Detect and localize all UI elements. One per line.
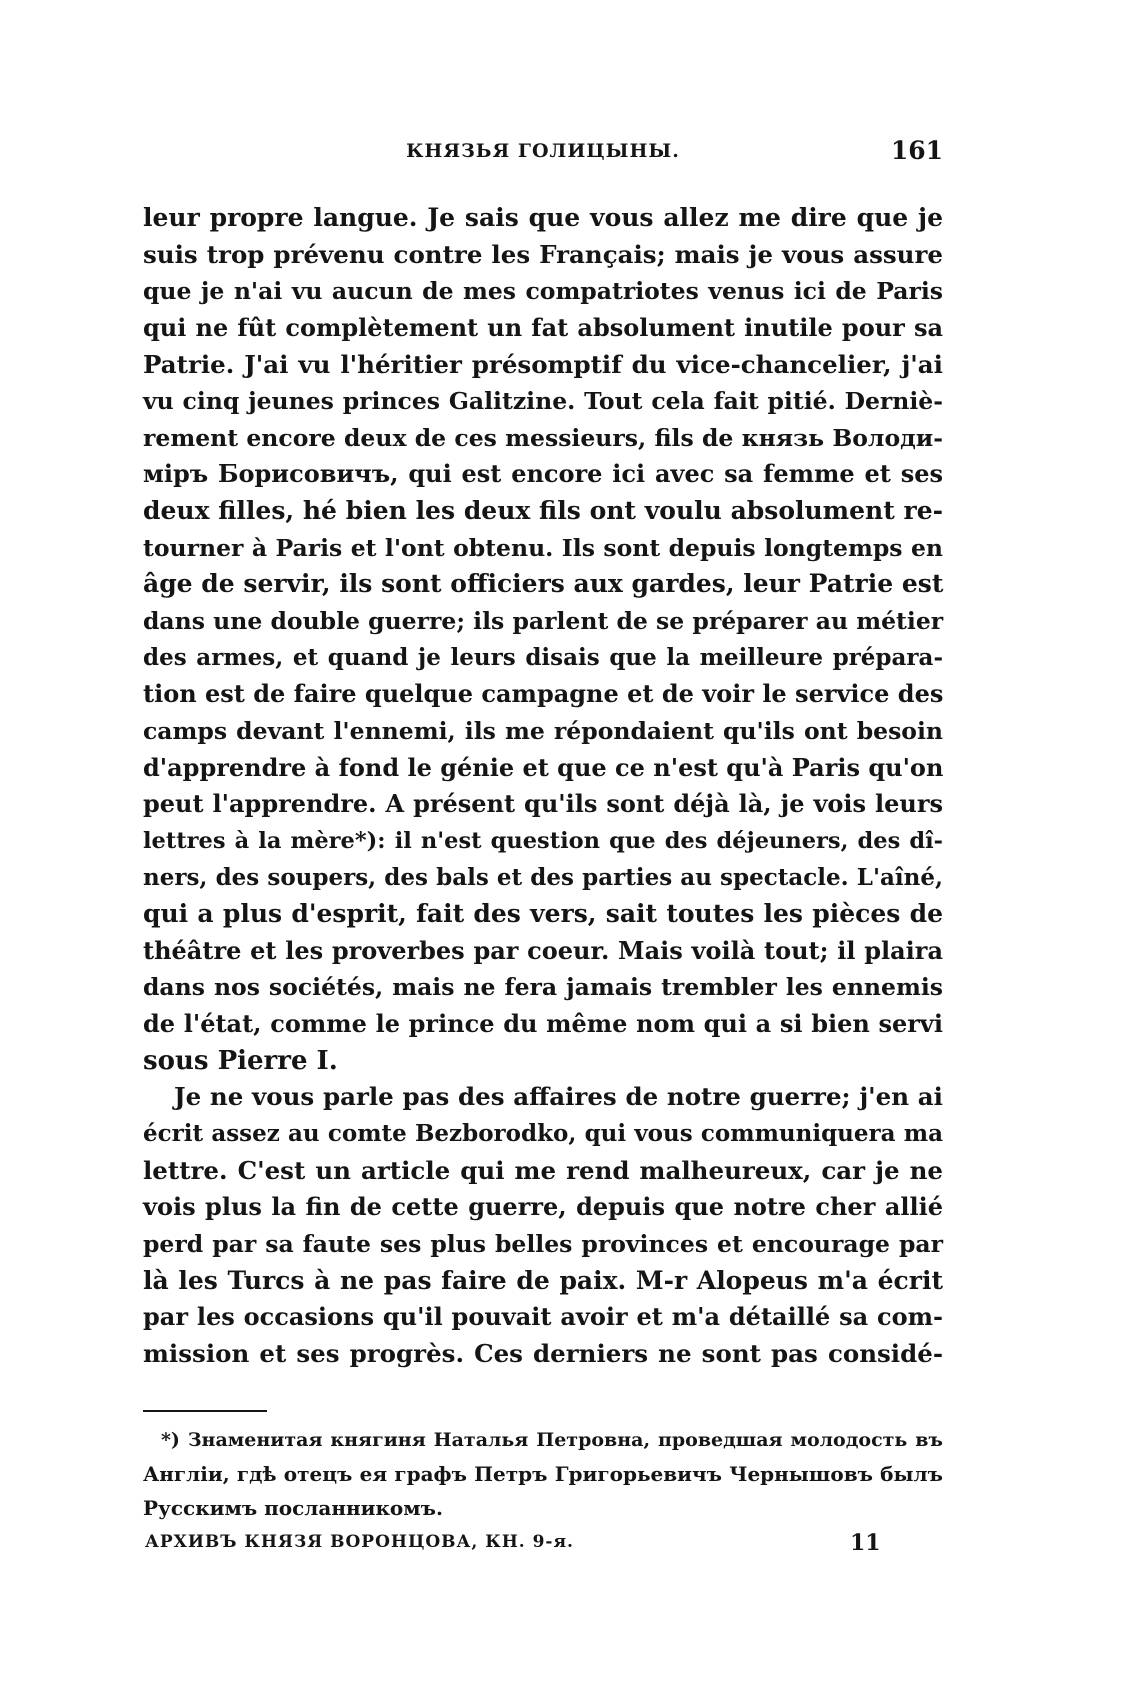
paragraph-last-line: sous Pierre I. — [143, 1045, 338, 1076]
text-line: théâtre et les proverbes par coeur. Mais voilà tout; il plaira — [143, 935, 943, 965]
printer-signature — [145, 1532, 945, 1566]
text-line: tion est de faire quelque campagne et de voir le service des — [143, 679, 944, 709]
text-line: міръ Борисовичъ, qui est encore ici avec sa femme et ses — [143, 459, 943, 489]
text-line: perd par sa faute ses plus belles provinces et encourage par — [143, 1229, 943, 1258]
text-line: peut l'apprendre. A présent qu'ils sont déjà là, je vois leurs — [143, 789, 943, 819]
text-line: vu cinq jeunes princes Galitzine. Tout cela fait pitié. Derniè- — [143, 387, 943, 416]
text-line: camps devant l'ennemi, ils me répondaient qu'ils ont besoin — [143, 716, 943, 745]
footnote — [143, 1423, 943, 1525]
sheet-number: 11 — [850, 1530, 881, 1556]
footnote-rule — [143, 1410, 267, 1412]
paragraph-first-line: Je ne vous parle pas des affaires de notre guerre; j'en ai — [174, 1082, 943, 1112]
text-line: suis trop prévenu contre les Français; mais je vous assure — [143, 239, 943, 269]
text-line: mission et ses progrès. Ces derniers ne sont pas considé- — [143, 1338, 943, 1368]
text-line: d'apprendre à fond le génie et que ce n'est qu'à Paris qu'on — [143, 752, 944, 782]
text-line: ners, des soupers, des bals et des parties au spectacle. L'aîné, — [143, 863, 943, 891]
running-head — [143, 136, 943, 180]
text-line: de l'état, comme le prince du même nom qui a si bien servi — [143, 1009, 943, 1039]
signature-text: АРХИВЪ КНЯЗЯ ВОРОНЦОВА, КН. 9-я. — [145, 1532, 574, 1552]
body-text — [143, 200, 943, 1373]
page-number: 161 — [890, 136, 943, 165]
text-line: tourner à Paris et l'ont obtenu. Ils sont depuis longtemps en — [143, 533, 943, 562]
text-line: dans nos sociétés, mais ne fera jamais trembler les ennemis — [143, 973, 943, 1002]
text-line: que je n'ai vu aucun de mes compatriotes venus ici de Paris — [143, 277, 943, 306]
text-line: lettres à la mère*): il n'est question que des déjeuners, des dî- — [143, 827, 943, 854]
text-line: qui ne fût complètement un fat absolument inutile pour sa — [143, 312, 943, 342]
footnote-line: Русскимъ посланникомъ. — [143, 1496, 443, 1520]
text-line: lettre. C'est un article qui me rend malheureux, car je ne — [143, 1155, 943, 1185]
text-line: rement encore deux de ces messieurs, fils de князь Володи- — [143, 423, 943, 452]
text-line: là les Turcs à ne pas faire de paix. M-r Alopeus m'a écrit — [143, 1265, 943, 1295]
text-line: écrit assez au comte Bezborodko, qui vous communiquera ma — [143, 1120, 943, 1148]
footnote-line: *) Знаменитая княгиня Наталья Петровна, проведшая молодость въ — [161, 1429, 943, 1451]
text-line: par les occasions qu'il pouvait avoir et m'a détaillé sa com- — [143, 1302, 943, 1332]
footnote-line: Англіи, гдѣ отецъ ея графъ Петръ Григорьевичъ Чернышовъ былъ — [143, 1462, 943, 1486]
text-line: vois plus la fin de cette guerre, depuis que notre cher allié — [143, 1192, 943, 1222]
text-line: des armes, et quand je leurs disais que la meilleure prépara- — [143, 643, 943, 671]
text-line: âge de servir, ils sont officiers aux gardes, leur Patrie est — [143, 569, 944, 599]
text-line: qui a plus d'esprit, fait des vers, sait toutes les pièces de — [143, 899, 943, 929]
text-line: Patrie. J'ai vu l'héritier présomptif du vice-chancelier, j'ai — [143, 349, 943, 379]
text-line: dans une double guerre; ils parlent de se préparer au métier — [143, 607, 944, 636]
text-line: leur propre langue. Je sais que vous allez me dire que je — [143, 203, 943, 232]
running-title: КНЯЗЬЯ ГОЛИЦЫНЫ. — [406, 140, 680, 162]
text-line: deux filles, hé bien les deux fils ont voulu absolument re- — [143, 496, 943, 526]
